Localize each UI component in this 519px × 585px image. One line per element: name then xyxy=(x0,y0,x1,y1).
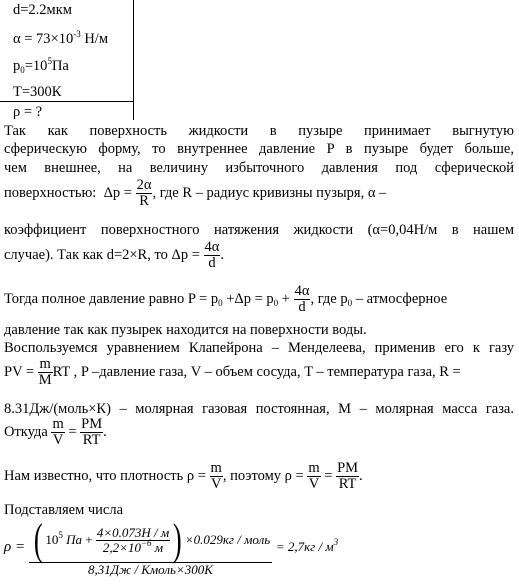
fraction-m-V: $\frac{m}{V}$ xyxy=(52,416,64,449)
final-formula xyxy=(4,515,339,577)
text-line-10: PV = $\frac{m}{M}$ RT , P –давление газа, V – объем сосуда, T – температура газа, R = xyxy=(4,356,461,389)
final-main-fraction xyxy=(29,515,272,577)
given-box-vertical-line xyxy=(133,0,134,120)
inner-fraction: $\frac{4\times 0.073Н / м}{2,2\times 10^{-6} м}$ xyxy=(96,524,170,555)
final-numerator: ( $10^5$ Па + $\frac{4\times 0.073Н / м}{2,2\times 10^{-6} м}$ ) ×0.029кг / моль xyxy=(29,518,272,563)
left-paren: ( xyxy=(33,515,43,564)
fraction-2alpha-R: $\frac{2\alpha}{R}$ xyxy=(136,177,152,210)
delta-p-formula: Δp = $\frac{2\alpha}{R}$ xyxy=(103,177,152,210)
given-d: d=2.2мкм xyxy=(13,2,72,18)
fraction-m-V-3: $\frac{m}{V}$ xyxy=(308,460,320,493)
find-rho: ρ = ? xyxy=(13,104,43,120)
text-line-5: коэффициент поверхностного натяжения жидкости (α=0,04Н/м в нашем xyxy=(4,222,514,238)
text-line-6: случае). Так как d=2×R, то Δp = $\frac{4\alpha}{d}$ . xyxy=(4,239,224,272)
fraction-m-V-2: $\frac{m}{V}$ xyxy=(210,460,222,493)
given-temperature: T=300К xyxy=(13,84,62,100)
fraction-4alpha-d: $\frac{4\alpha}{d}$ xyxy=(204,239,220,272)
fraction-PM-RT: $\frac{PM}{RT}$ xyxy=(81,416,103,449)
fraction-4alpha-d-2: $\frac{4\alpha}{d}$ xyxy=(294,283,310,316)
right-paren: ) xyxy=(173,515,182,564)
text-line-13: Нам известно, что плотность ρ = $\frac{m}{V}$ , поэтому ρ = $\frac{m}{V}$ = $\frac{PM}{RT}$ . xyxy=(4,460,363,493)
text-line-8: давление так как пузырек находится на поверхности воды. xyxy=(4,322,367,338)
fraction-PM-RT-2: $\frac{PM}{RT}$ xyxy=(337,460,359,493)
text-line-1: Так как поверхность жидкости в пузыре принимает выгнутую xyxy=(4,123,514,139)
fraction-m-M: $\frac{m}{M}$ xyxy=(38,356,52,389)
text-line-2: сферическую форму, то внутреннее давление P в пузыре будет больше, xyxy=(4,141,514,157)
text-line-11: 8.31Дж/(моль×К) – молярная газовая постоянная, M – молярная масса газа. xyxy=(4,401,514,417)
final-denominator: 8,31Дж / Кмоль×300К xyxy=(88,562,213,577)
text-line-14: Подставляем числа xyxy=(4,502,124,518)
given-p0: $p_0=10^5Па$ xyxy=(13,56,69,75)
final-result: = $2,7кг / м^3$ xyxy=(275,537,339,555)
final-rho: ρ = xyxy=(4,538,26,555)
text-line-12: Откуда $\frac{m}{V}$ = $\frac{PM}{RT}$ . xyxy=(4,416,107,449)
given-box-divider xyxy=(0,101,134,102)
given-alpha: $\alpha = 73\times 10^{-3}$ Н/м xyxy=(13,29,109,47)
text-line-4: поверхностью: Δp = $\frac{2\alpha}{R}$ , где R – радиус кривизны пузыря, α – xyxy=(4,177,387,210)
text-line-3: чем внешнее, на величину избыточного давления под сферической xyxy=(4,160,514,176)
text-line-9: Воспользуемся уравнением Клапейрона – Менделеева, применив его к газу xyxy=(4,340,514,356)
text-line-7: Тогда полное давление равно $P = p_0 +\Delta p = p_0$ + $\frac{4\alpha}{d}$ , где $p_0$ – атмосферное xyxy=(4,283,448,316)
